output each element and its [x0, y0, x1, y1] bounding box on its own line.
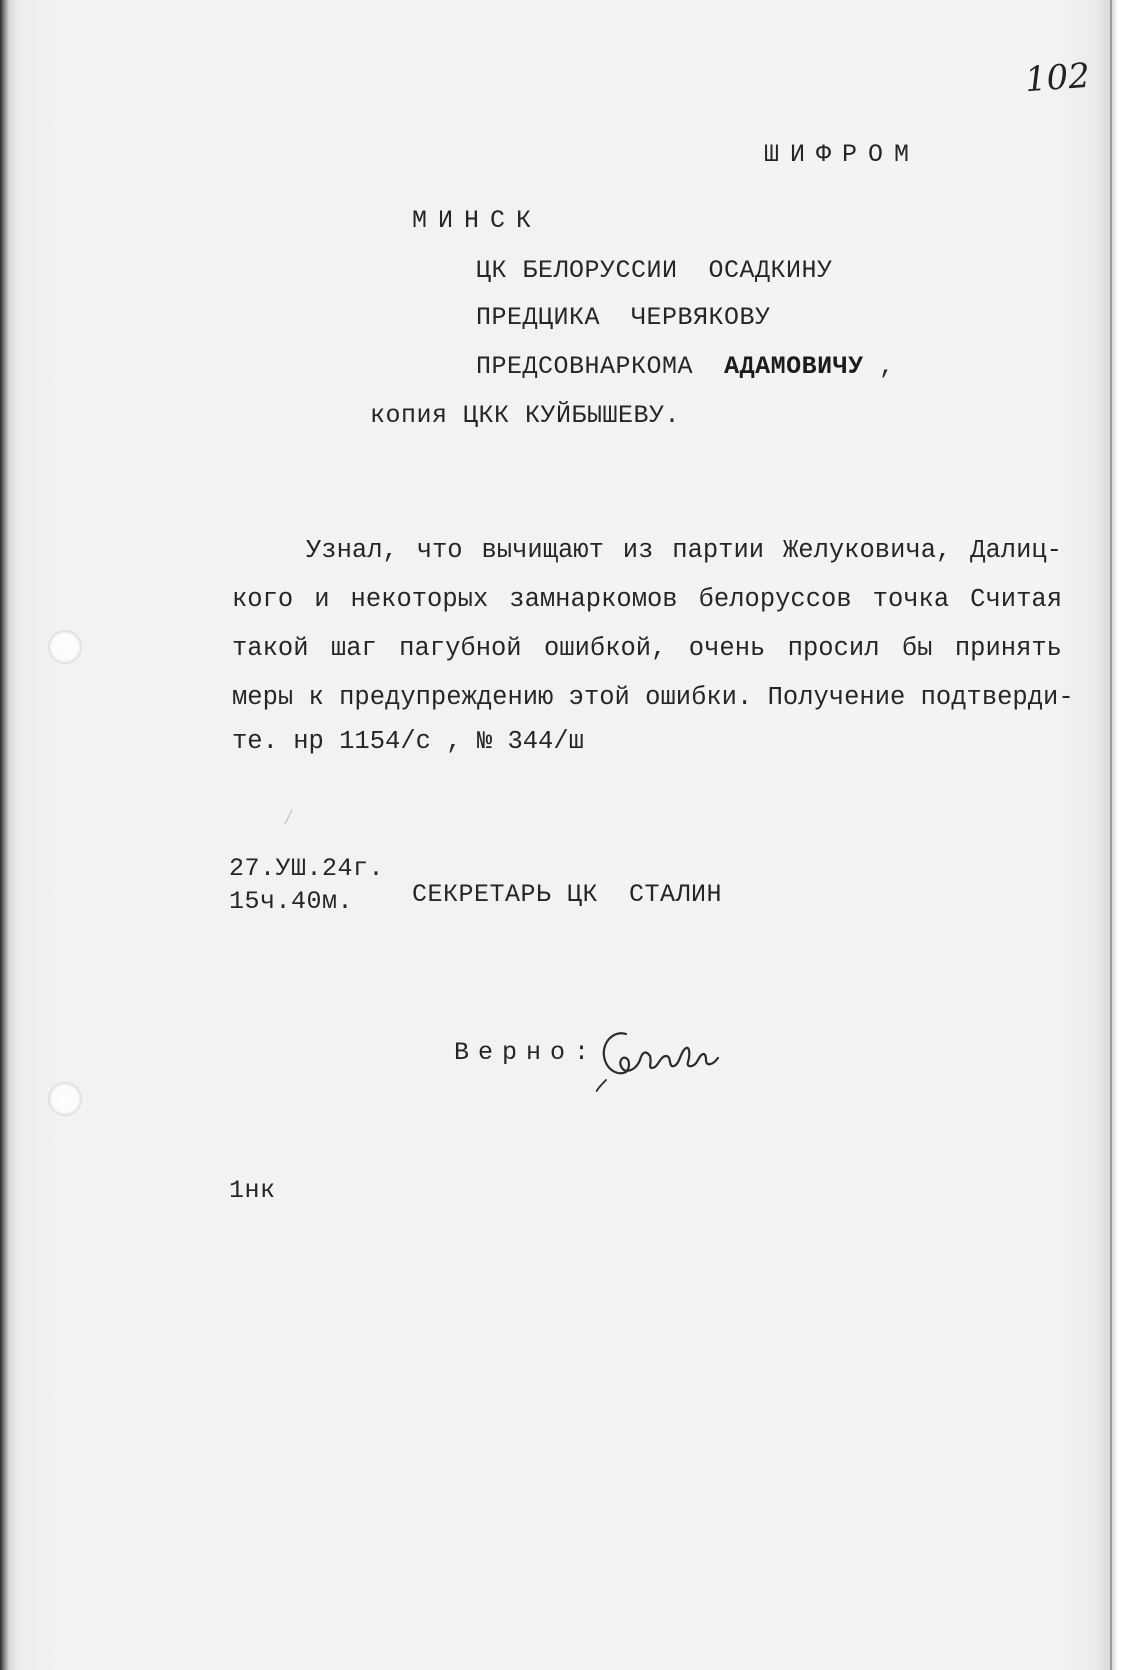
addressee-line-2: ПРЕДЦИКА ЧЕРВЯКОВУ — [476, 303, 771, 332]
body-line-1: Узнал, что вычищают из партии Желуковича, Далиц- — [306, 536, 1062, 565]
date-line: 27.УШ.24г. — [229, 854, 385, 883]
time-line: 15ч.40м. — [229, 887, 354, 916]
punch-hole-bottom — [48, 1082, 82, 1116]
body-line-4: меры к предупреждению этой ошибки. Получение подтверди- — [232, 683, 1074, 712]
paper-edge — [1110, 0, 1112, 1670]
addressee-name-bold: АДАМОВИЧУ — [724, 352, 864, 381]
copy-line: копия ЦКК КУЙБЫШЕВУ. — [370, 401, 681, 430]
addressee-title: ПРЕДСОВНАРКОМА — [476, 352, 694, 381]
addressee-line-3 — [476, 352, 895, 382]
city: МИНСК — [412, 206, 543, 235]
faint-mark: ⁄ — [282, 806, 296, 831]
addressee-line-1: ЦК БЕЛОРУССИИ ОСАДКИНУ — [476, 256, 833, 285]
certified-label: Верно: — [454, 1038, 599, 1067]
page-number-handwritten: 102 — [1023, 55, 1092, 101]
footer-code: 1нк — [229, 1176, 276, 1205]
header-cipher: ШИФРОМ — [764, 140, 921, 169]
signature-line: СЕКРЕТАРЬ ЦК СТАЛИН — [412, 880, 723, 909]
body-line-2: кого и некоторых замнаркомов белоруссов точка Считая — [232, 585, 1062, 614]
body-line-3: такой шаг пагубной ошибкой, очень просил бы принять — [232, 634, 1062, 663]
handwritten-signature — [596, 1022, 726, 1092]
punch-hole-top — [48, 630, 82, 664]
body-line-5: те. нр 1154/с , № 344/ш — [232, 727, 584, 756]
addressee-comma: , — [879, 352, 895, 381]
